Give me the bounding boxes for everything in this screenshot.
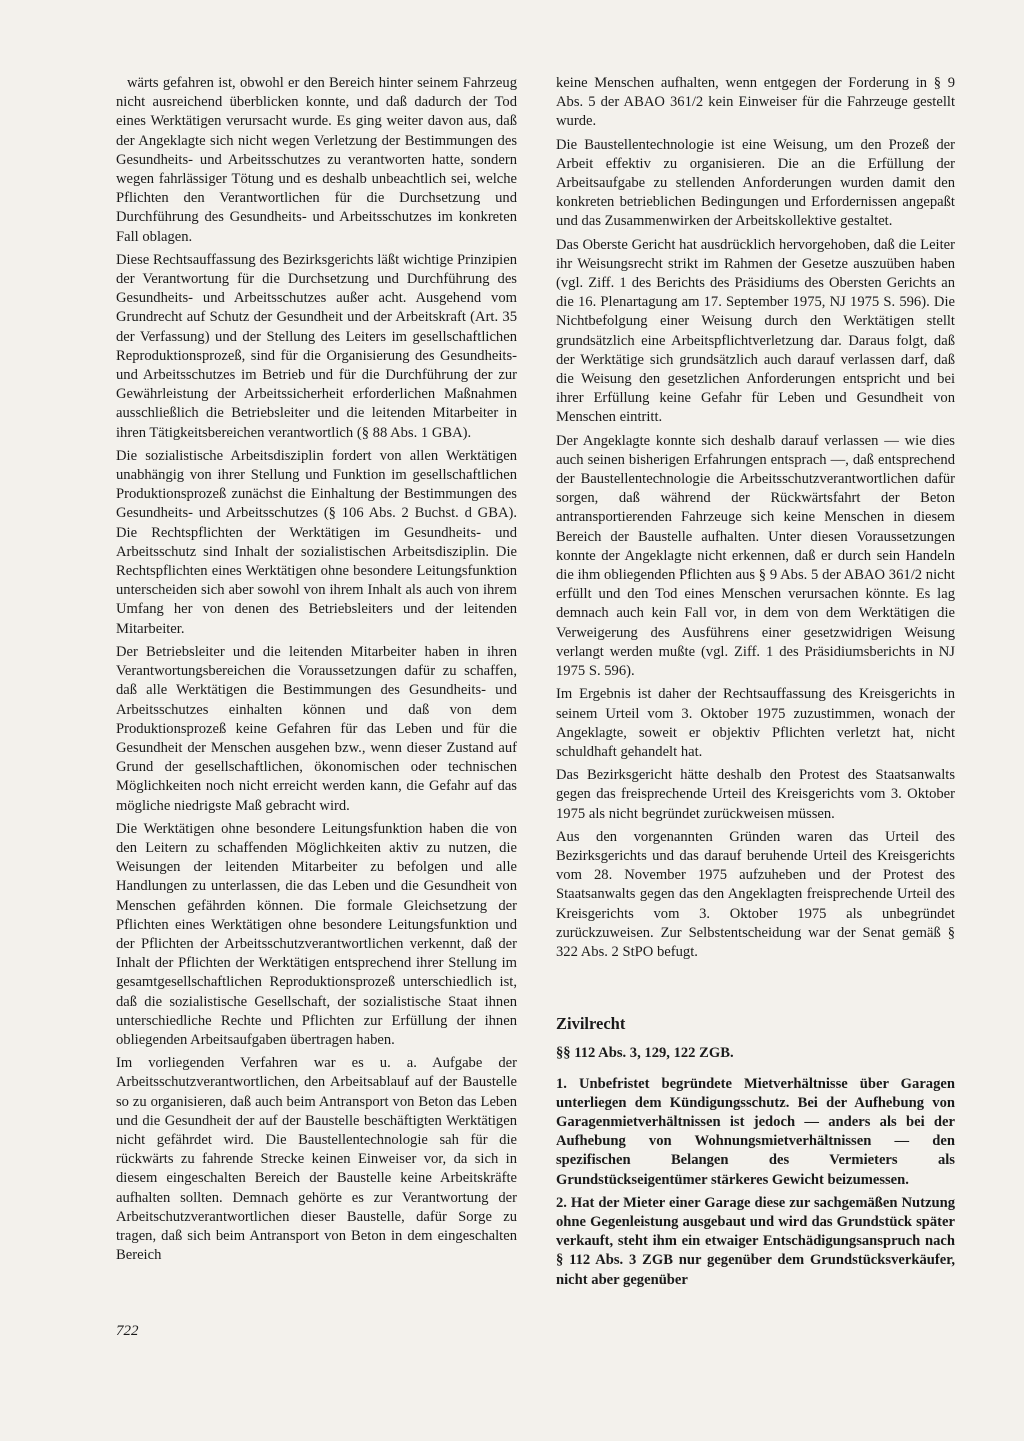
paragraph: Der Betriebsleiter und die leitenden Mitarbeiter haben in ihren Verantwortungsbereichen die Voraussetzungen dafür zu schaffen, daß alle Werktätigen die Bestimmungen des Gesundheits- und Arbeitsschutzes einhalten können und daß von dem Produktionsprozeß keine Gefahren für das Leben und für die Gesundheit der Menschen ausgehen bzw., wenn dieser Zustand auf Grund der gesellschaftlichen, ökonomischen oder technischen Möglichkeiten noch nicht erreicht werden kann, die Gefahr auf das mögliche niedrigste Maß gebracht wird. <box>116 643 517 814</box>
paragraph: Das Oberste Gericht hat ausdrücklich hervorgehoben, daß die Leiter ihr Weisungsrecht strikt im Rahmen der Gesetze auszuüben haben (vgl. Ziff. 1 des Berichts des Präsidiums des Obersten Gerichts an die 16. Plenartagung am 17. September 1975, NJ 1975 S. 596). Die Nichtbefolgung einer Weisung durch den Werktätigen stellt grundsätzlich eine Arbeitspflichtverletzung dar. Daraus folgt, daß der Werktätige sich grundsätzlich auch darauf verlassen darf, daß die Weisung den gesetzlichen Anforderungen entspricht und bei ihrer Erfüllung keine Gefahr für Leben und Gesundheit von Menschen eintritt. <box>556 236 955 426</box>
law-reference: §§ 112 Abs. 3, 129, 122 ZGB. <box>556 1045 734 1062</box>
left-column <box>116 74 517 1269</box>
section-title: Zivilrecht <box>556 1014 626 1034</box>
page-number: 722 <box>116 1323 139 1339</box>
paragraph: wärts gefahren ist, obwohl er den Bereich hinter seinem Fahrzeug nicht ausreichend überblicken konnte, und daß dadurch der Tod eines Werktätigen verursacht wurde. Es ging weiter davon aus, daß der Angeklagte sich nicht wegen Verletzung der Bestimmungen des Gesundheits- und Arbeitsschutzes zu verantworten hatte, sondern wegen fahrlässiger Tötung und es deshalb unbeachtlich sei, welche Pflichten den Verantwortlichen für die Durchsetzung und Durchführung des Gesundheits- und Arbeitsschutzes im konkreten Fall oblagen. <box>116 75 517 245</box>
paragraph: Diese Rechtsauffassung des Bezirksgerichts läßt wichtige Prinzipien der Verantwortung für die Durchsetzung und Durchführung des Gesundheits- und Arbeitsschutzes außer acht. Ausgehend vom Grundrecht auf Schutz der Gesundheit und der Arbeitskraft (Art. 35 der Verfassung) und der Stellung des Leiters im gesellschaftlichen Reproduktionsprozeß, sind für die Organisierung des Gesundheits- und Arbeitsschutzes im Betrieb und für die Durchführung der zur Gewährleistung der Arbeitssicherheit erforderlichen Maßnahmen ausschließlich die Betriebsleiter und die leitenden Mitarbeiter in ihren Tätigkeitsbereichen verantwortlich (§ 88 Abs. 1 GBA). <box>116 251 517 441</box>
paragraph: keine Menschen aufhalten, wenn entgegen der Forderung in § 9 Abs. 5 der ABAO 361/2 kein Einweiser für die Fahrzeuge gestellt wurde. <box>556 75 955 130</box>
paragraph: Aus den vorgenannten Gründen waren das Urteil des Bezirksgerichts und das darauf beruhende Urteil des Kreisgerichts vom 28. November 1975 aufzuheben und der Protest des Staatsanwalts gegen das den Angeklagten freisprechende Urteil des Kreisgerichts vom 3. Oktober 1975 als unbegründet zurückzuweisen. Zur Selbstentscheidung war der Senat gemäß § 322 Abs. 2 StPO befugt. <box>556 828 955 960</box>
paragraph: Das Bezirksgericht hätte deshalb den Protest des Staatsanwalts gegen das freisprechende Urteil des Kreisgerichts vom 3. Oktober 1975 als nicht begründet zurückweisen müssen. <box>556 767 955 822</box>
paragraph: Die Baustellentechnologie ist eine Weisung, um den Prozeß der Arbeit effektiv zu organisieren. Die an die Erfüllung der Arbeitsaufgabe zu stellenden Anforderungen wurden damit den konkreten betrieblichen Bedingungen und Erfordernissen angepaßt und das Zusammenwirken der Arbeitskollektive gestaltet. <box>556 136 955 230</box>
paragraph: Die Werktätigen ohne besondere Leitungsfunktion haben die von den Leitern zu schaffenden Möglichkeiten aktiv zu nutzen, die Weisungen der leitenden Mitarbeiter zu befolgen und alle Handlungen zu unterlassen, die das Leben und die Gesundheit von Menschen gefährden können. Die formale Gleichsetzung der Pflichten eines Werktätigen ohne besondere Leitungsfunktion und der Pflichten der Arbeitsschutzverantwortlichen verkennt, daß der Inhalt der Pflichten der Werktätigen entsprechend ihrer Stellung im gesamtgesellschaftlichen Reproduktionsprozeß unterschiedlich ist, daß die sozialistische Gesellschaft, der sozialistische Staat ihnen unterschiedliche Rechte und Pflichten zur Erfüllung der ihnen obliegenden Arbeitsaufgaben übertragen haben. <box>116 820 517 1048</box>
paragraph: Im Ergebnis ist daher der Rechtsauffassung des Kreisgerichts in seinem Urteil vom 3. Oktober 1975 zuzustimmen, wonach der Angeklagte, soweit er objektiv Pflichten verletzt hat, nicht schuldhaft gehandelt hat. <box>556 686 955 760</box>
right-column <box>556 74 955 1294</box>
headnote: 2. Hat der Mieter einer Garage diese zur sachgemäßen Nutzung ohne Gegenleistung ausgebaut und wird das Grundstück später verkauft, steht ihm ein etwaiger Entschädigungsanspruch nach § 112 Abs. 3 ZGB nur gegenüber dem Grundstücksverkäufer, nicht aber gegenüber <box>556 1194 955 1288</box>
paragraph: Die sozialistische Arbeitsdisziplin fordert von allen Werktätigen unabhängig von ihrer Stellung und Funktion im gesellschaftlichen Produktionsprozeß zunächst die Einhaltung der Bestimmungen des Gesundheits- und Arbeitsschutzes (§ 106 Abs. 2 Buchst. d GBA). Die Rechtspflichten der Werktätigen im Gesundheits- und Arbeitsschutz sind Inhalt der sozialistischen Arbeitsdisziplin. Die Rechtspflichten eines Werktätigen ohne besondere Leitungsfunktion unterscheiden sich aber sowohl von ihrem Inhalt als auch von ihrem Umfang her von denen des Betriebsleiters und der leitenden Mitarbeiter. <box>116 447 517 637</box>
paragraph: Der Angeklagte konnte sich deshalb darauf verlassen — wie dies auch seinen bisherigen Erfahrungen entsprach —, daß entsprechend der Baustellentechnologie die Arbeitsschutzverantwortlichen dafür sorgen, daß während der Rückwärtsfahrt der Beton antransportierenden Fahrzeuge sich keine Menschen in diesem Bereich der Baustelle aufhalten. Unter diesen Voraussetzungen konnte der Angeklagte nicht erkennen, daß er durch sein Handeln die ihm obliegenden Pflichten aus § 9 Abs. 5 der ABAO 361/2 nicht erfüllt und den Tod eines Menschen verursachen könnte. Es lag demnach auch kein Fall vor, in dem von dem Werktätigen die Verweigerung des Ausführens einer gesetzwidrigen Weisung verlangt werden mußte (vgl. Ziff. 1 des Präsidiumsberichts in NJ 1975 S. 596). <box>556 432 955 680</box>
paragraph: Im vorliegenden Verfahren war es u. a. Aufgabe der Arbeitsschutzverantwortlichen, den Arbeitsablauf auf der Baustelle so zu organisieren, daß auch beim Antransport von Beton das Leben und die Gesundheit der auf der Baustelle beschäftigten Werktätigen nicht gefährdet wird. Die Baustellentechnologie sah für die rückwärts zu fahrende Strecke keinen Einweiser vor, da sich in diesem eingeschalten Bereich der Baustelle keine Arbeitskräfte aufhalten sollten. Demnach gehörte es zur Verantwortung der Arbeitschutzverantwortlichen dieser Baustelle, dafür Sorge zu tragen, daß sich beim Antransport von Beton in dem eingeschalten Bereich <box>116 1055 517 1264</box>
headnote: 1. Unbefristet begründete Mietverhältnisse über Garagen unterliegen dem Kündigungsschutz. Bei der Aufhebung von Garagenmietverhältnissen ist jedoch — anders als bei der Aufhebung von Wohnungsmietverhältnissen — den spezifischen Belangen des Vermieters als Grundstückseigentümer stärkeres Gewicht beizumessen. <box>556 1075 955 1188</box>
